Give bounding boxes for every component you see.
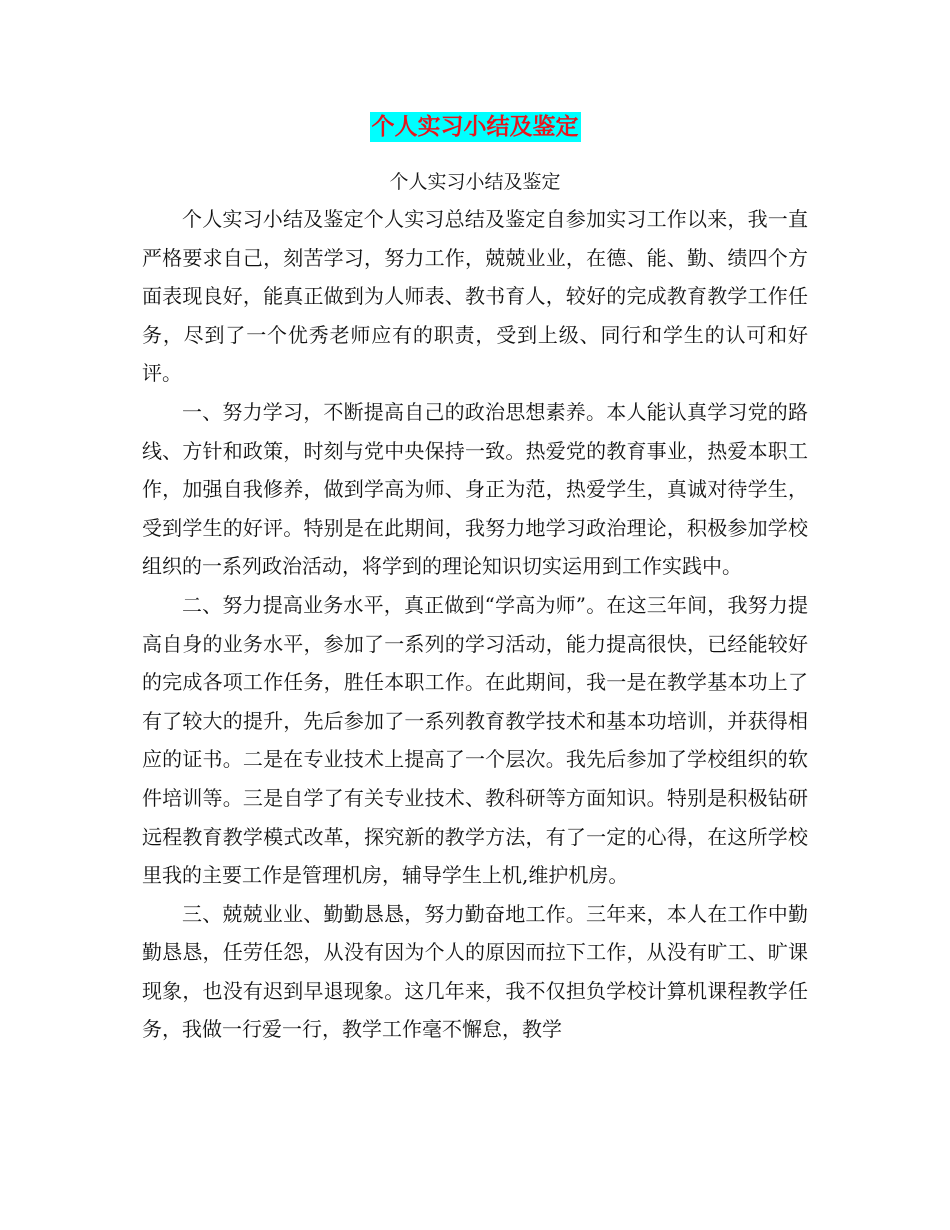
document-body: [142, 200, 808, 1049]
title-container: [0, 112, 950, 142]
paragraph-work: 三、兢兢业业、勤勤恳恳，努力勤奋地工作。三年来，本人在工作中勤勤恳恳，任劳任怨，从没有因为个人的原因而拉下工作，从没有旷工、旷课现象，也没有迟到早退现象。这几年来，我不仅担负学校计算机课程教学任务，我做一行爱一行，教学工作毫不懈怠，教学: [142, 901, 808, 1042]
document-title: 个人实习小结及鉴定: [371, 114, 579, 140]
paragraph-business: 二、努力提高业务水平，真正做到“学高为师”。在这三年间，我努力提高自身的业务水平，参加了一系列的学习活动，能力提高很快，已经能较好的完成各项工作任务，胜任本职工作。在此期间，我一是在教学基本功上了有了较大的提升，先后参加了一系列教育教学技术和基本功培训，并获得相应的证书。二是在专业技术上提高了一个层次。我先后参加了学校组织的软件培训等。三是自学了有关专业技术、教科研等方面知识。特别是积极钻研远程教育教学模式改革，探究新的教学方法，有了一定的心得，在这所学校里我的主要工作是管理机房，辅导学生上机,维护机房。: [142, 592, 808, 888]
paragraph-intro: 个人实习小结及鉴定个人实习总结及鉴定自参加实习工作以来，我一直严格要求自己，刻苦学习，努力工作，兢兢业业，在德、能、勤、绩四个方面表现良好，能真正做到为人师表、教书育人，较好的完成教育教学工作任务，尽到了一个优秀老师应有的职责，受到上级、同行和学生的认可和好评。: [142, 207, 808, 386]
paragraph-study: 一、努力学习，不断提高自己的政治思想素养。本人能认真学习党的路线、方针和政策，时刻与党中央保持一致。热爱党的教育事业，热爱本职工作，加强自我修养，做到学高为师、身正为范，热爱学生，真诚对待学生，受到学生的好评。特别是在此期间，我努力地学习政治理论，积极参加学校组织的一系列政治活动，将学到的理论知识切实运用到工作实践中。: [142, 399, 808, 579]
document-subtitle: 个人实习小结及鉴定: [389, 171, 561, 193]
